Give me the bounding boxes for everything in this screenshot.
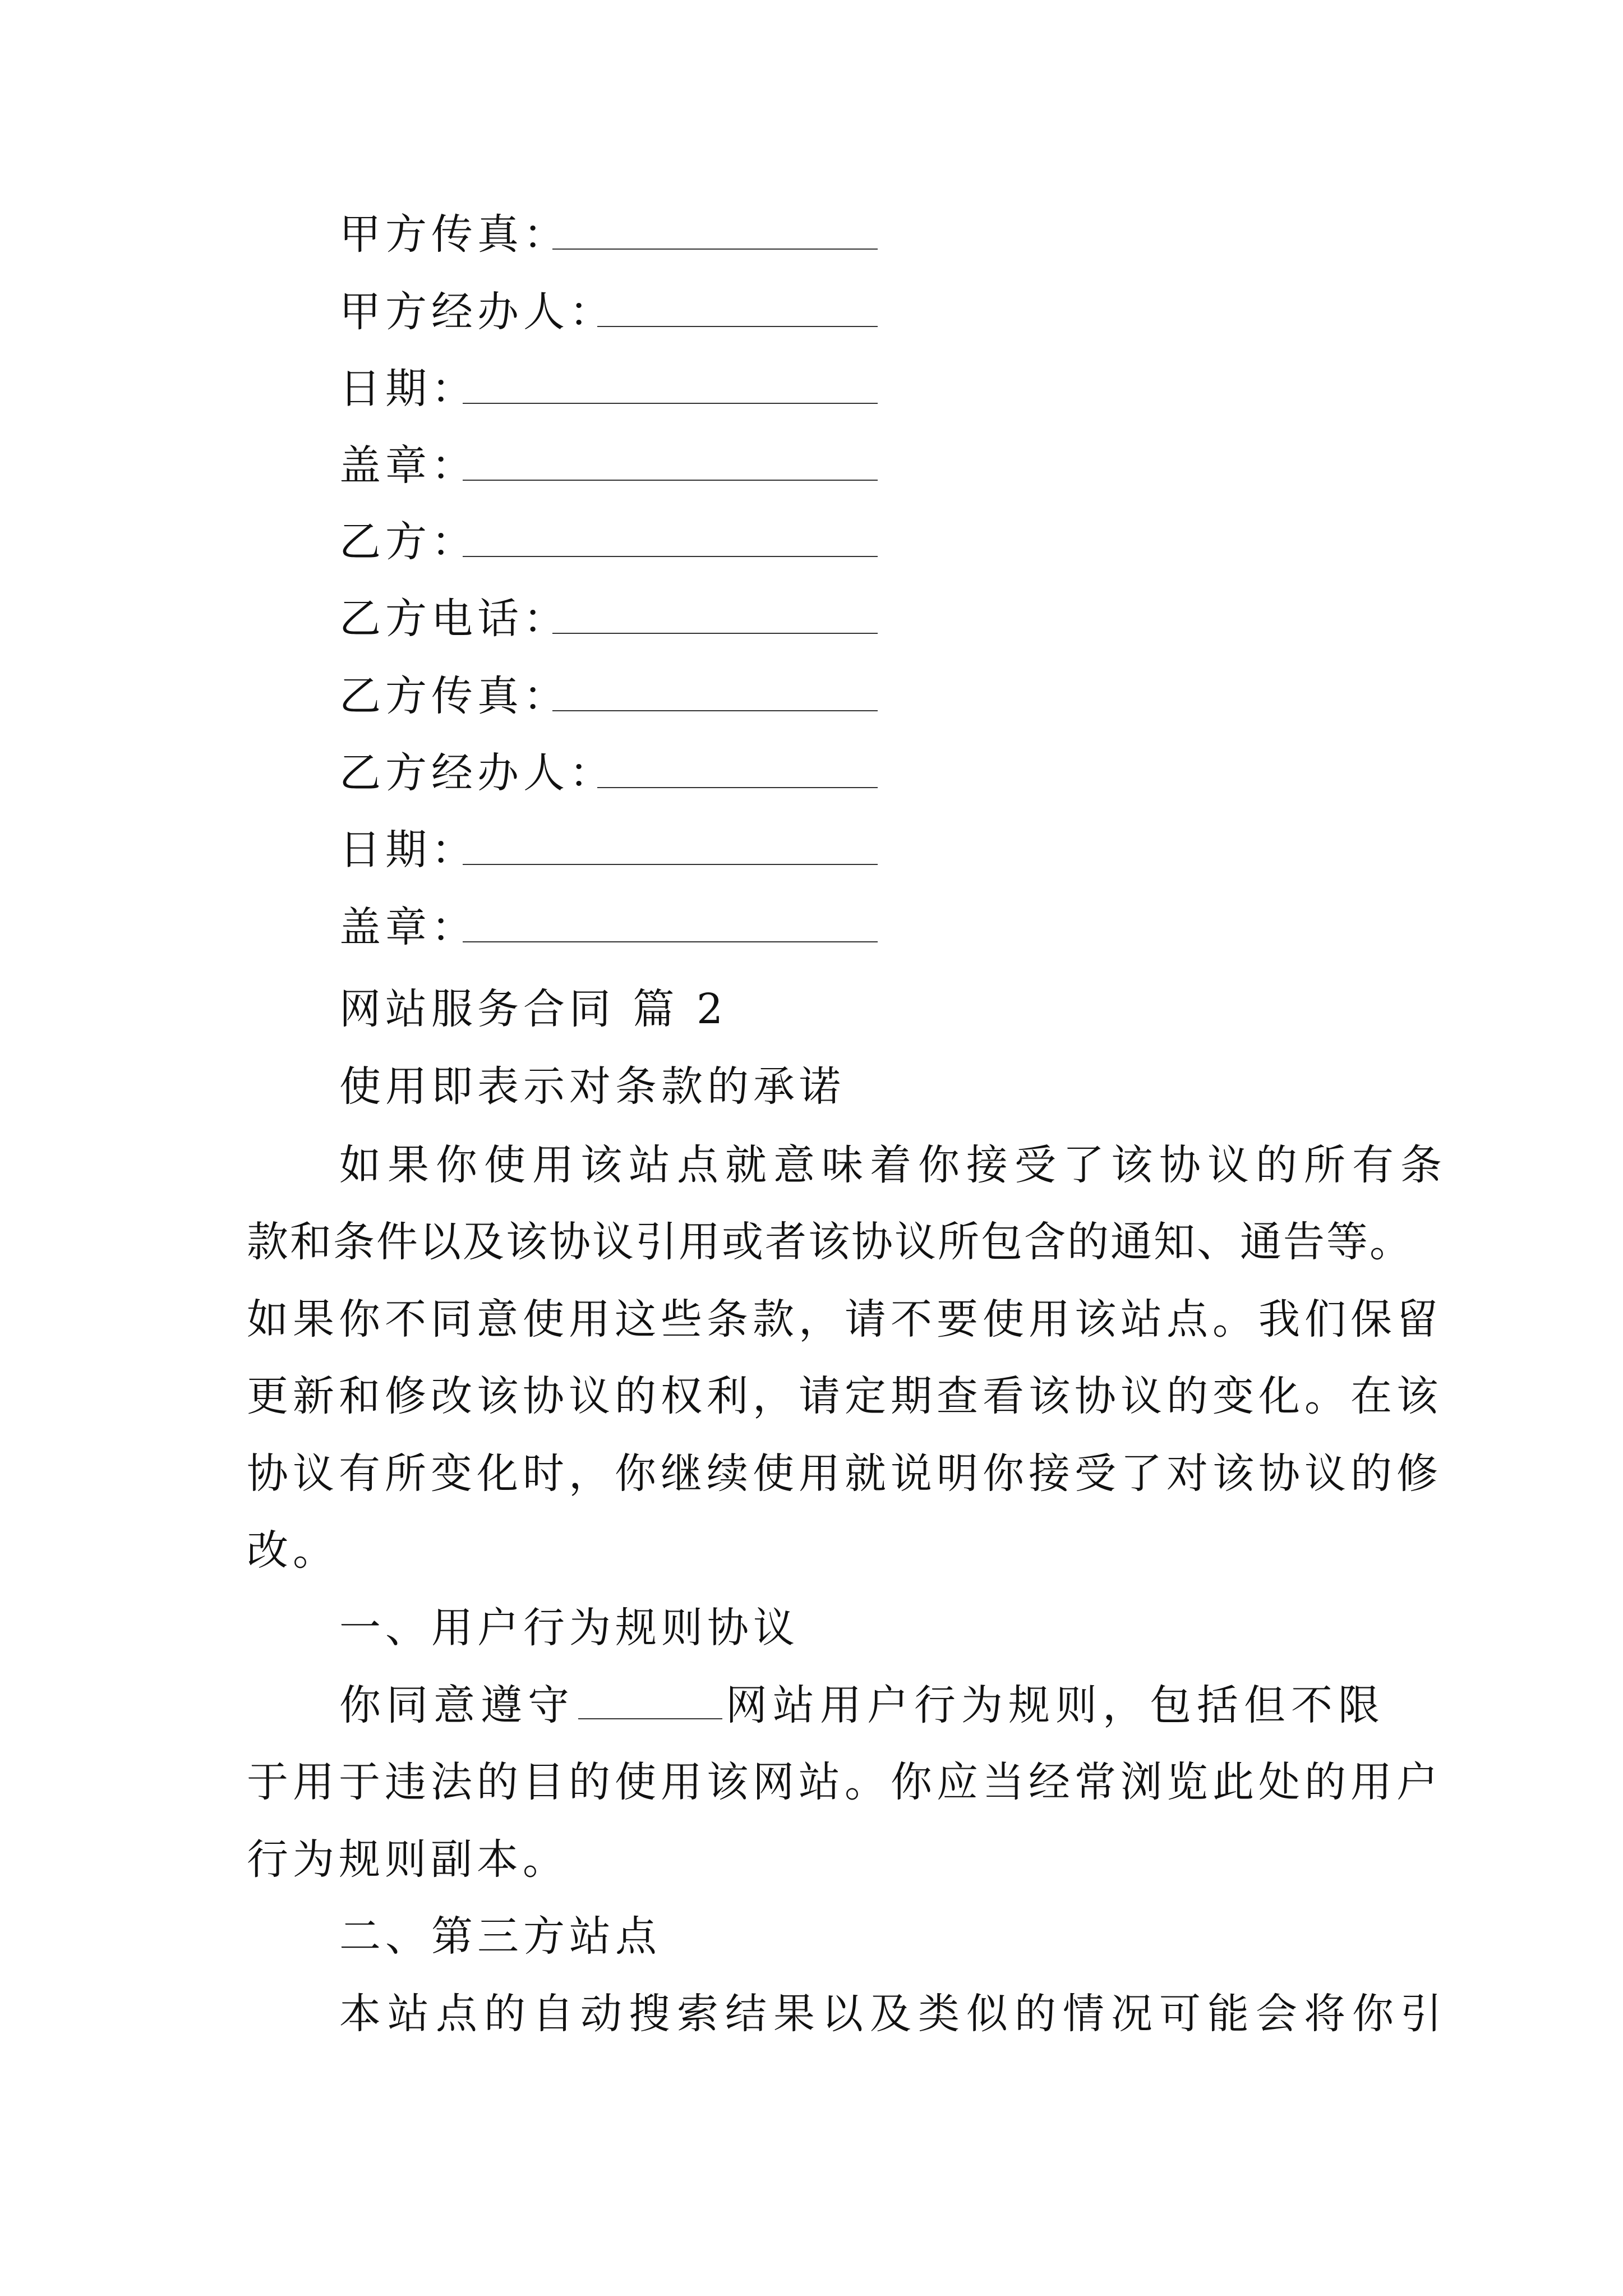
blank-line — [597, 326, 878, 327]
blank-line — [552, 249, 878, 250]
field-label: 盖章： — [339, 441, 477, 490]
paragraph-text: 你同意遵守 — [339, 1681, 575, 1729]
paragraph-line — [339, 1141, 1449, 1189]
field-label: 乙方经办人： — [339, 749, 615, 797]
paragraph-text: 网站用户行为规则，包括但不限 — [726, 1681, 1385, 1729]
paragraph-line — [247, 1372, 1442, 1420]
paragraph-text: 如果你使用该站点就意味着你接受了该协议的所有条 — [339, 1141, 1449, 1189]
field-label: 乙方： — [339, 518, 477, 566]
blank-line — [597, 787, 878, 788]
paragraph-text: 更新和修改该协议的权利，请定期查看该协议的变化。在该 — [247, 1372, 1442, 1420]
paragraph-text: 款和条件以及该协议引用或者该协议所包含的通知、通告等。 — [247, 1218, 1413, 1266]
paragraph-line — [339, 1681, 1385, 1729]
subtitle: 使用即表示对条款的承诺 — [339, 1062, 845, 1111]
blank-line — [463, 480, 878, 481]
field-label: 盖章： — [339, 903, 477, 951]
signature-field-party-b — [339, 507, 878, 566]
blank-line — [552, 633, 878, 634]
section-heading: 一、用户行为规则协议 — [339, 1604, 799, 1652]
field-label: 日期： — [339, 365, 477, 413]
field-label: 日期： — [339, 826, 477, 874]
signature-field-party-a-seal — [339, 430, 878, 490]
blank-line — [463, 864, 878, 865]
paragraph-line — [247, 1526, 1385, 1575]
signature-field-party-b-seal — [339, 892, 878, 951]
blank-line — [463, 556, 878, 557]
paragraph-line — [247, 1758, 1442, 1806]
paragraph-line — [247, 1835, 1385, 1884]
paragraph-text: 改。 — [247, 1526, 339, 1575]
section-heading: 二、第三方站点 — [339, 1912, 661, 1961]
field-label: 乙方传真： — [339, 672, 569, 720]
paragraph-text: 于用于违法的目的使用该网站。你应当经常浏览此处的用户 — [247, 1758, 1442, 1806]
paragraph-line — [247, 1295, 1442, 1343]
paragraph-text: 协议有所变化时，你继续使用就说明你接受了对该协议的修 — [247, 1450, 1442, 1498]
signature-field-party-b-phone — [339, 583, 878, 643]
field-label: 甲方传真： — [339, 210, 569, 259]
signature-field-party-a-agent — [339, 277, 878, 336]
signature-field-party-a-fax — [339, 199, 878, 259]
paragraph-text: 如果你不同意使用这些条款，请不要使用该站点。我们保留 — [247, 1295, 1442, 1343]
signature-field-party-a-date — [339, 353, 878, 413]
blank-line — [463, 403, 878, 404]
signature-field-party-b-agent — [339, 738, 878, 797]
signature-field-party-b-fax — [339, 661, 878, 720]
blank-line — [463, 941, 878, 942]
paragraph-line — [247, 1218, 1413, 1266]
paragraph-line — [247, 1450, 1442, 1498]
field-label: 乙方电话： — [339, 595, 569, 643]
paragraph-line — [339, 1990, 1449, 2038]
paragraph-text: 本站点的自动搜索结果以及类似的情况可能会将你引 — [339, 1990, 1449, 2038]
blank-line — [578, 1685, 722, 1719]
blank-line — [552, 710, 878, 711]
paragraph-text: 行为规则副本。 — [247, 1835, 569, 1884]
field-label: 甲方经办人： — [339, 288, 615, 336]
signature-field-party-b-date — [339, 815, 878, 874]
section-title: 网站服务合同 篇 2 — [339, 985, 728, 1033]
